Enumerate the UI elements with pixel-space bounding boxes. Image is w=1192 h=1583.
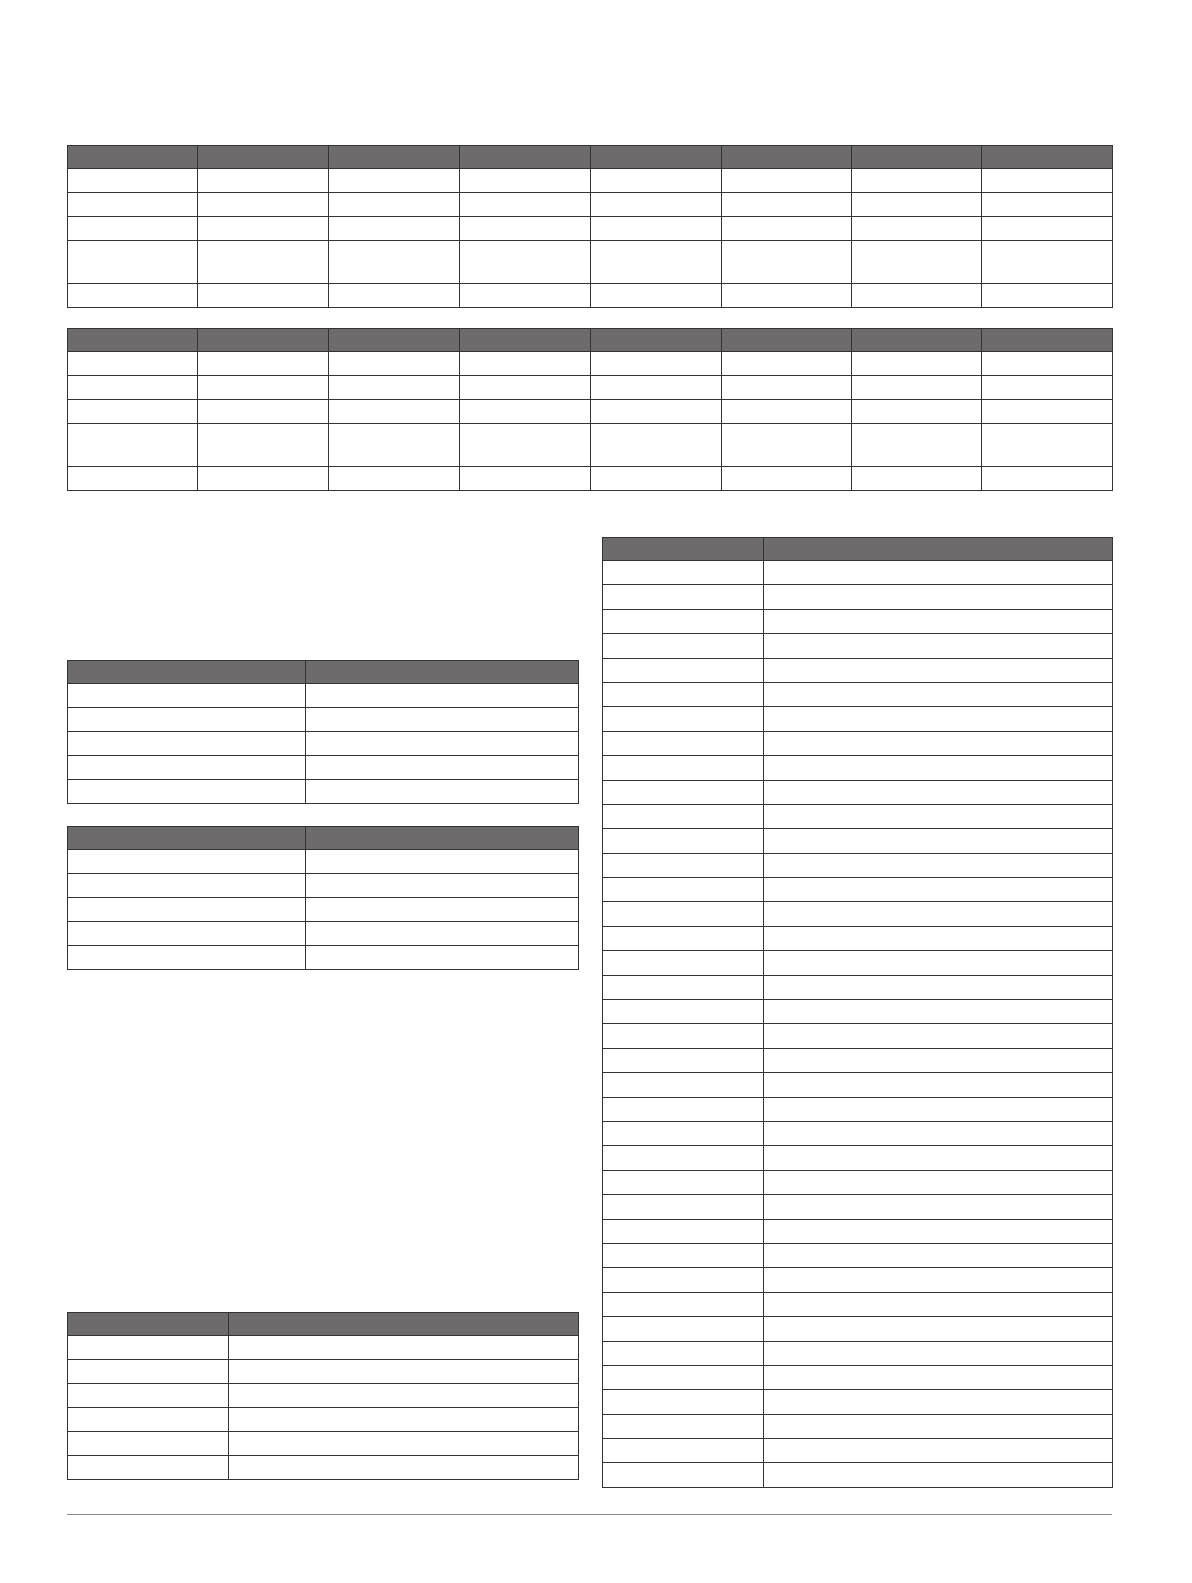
header-cell (852, 146, 982, 169)
table-row (603, 853, 1113, 877)
long-two-column-table (602, 537, 1113, 1488)
table-row (603, 1048, 1113, 1072)
table-row (603, 658, 1113, 682)
table-row (68, 241, 1113, 284)
table-row (603, 829, 1113, 853)
header-cell (68, 661, 306, 684)
table-row (68, 352, 1113, 376)
header-cell (722, 146, 852, 169)
table-row (603, 926, 1113, 950)
table-row (68, 193, 1113, 217)
header-cell (198, 146, 329, 169)
header-cell (591, 329, 722, 352)
table-row (603, 609, 1113, 633)
table-row (68, 424, 1113, 467)
table-row (603, 1146, 1113, 1170)
table-row (68, 1384, 579, 1408)
table-row (68, 400, 1113, 424)
table-row (68, 756, 579, 780)
table-row (68, 376, 1113, 400)
table-row (68, 780, 579, 804)
header-cell (198, 329, 329, 352)
footer-rule (67, 1514, 1112, 1515)
table-row (68, 1408, 579, 1432)
table-header-row (68, 146, 1113, 169)
table-row (603, 1390, 1113, 1414)
table-row (603, 682, 1113, 706)
table-header-row (603, 538, 1113, 561)
header-cell (764, 538, 1113, 561)
table-row (603, 1170, 1113, 1194)
header-cell (603, 538, 764, 561)
table-row (603, 1219, 1113, 1243)
table-row (68, 732, 579, 756)
table-row (603, 1292, 1113, 1316)
table-row (603, 1195, 1113, 1219)
table-row (68, 1336, 579, 1360)
table-row (603, 1414, 1113, 1438)
two-column-table-3 (67, 1312, 579, 1480)
header-cell (982, 146, 1113, 169)
table-row (603, 634, 1113, 658)
table-row (603, 902, 1113, 926)
header-cell (982, 329, 1113, 352)
table-row (603, 1121, 1113, 1145)
header-cell (591, 146, 722, 169)
header-cell (229, 1313, 579, 1336)
header-cell (329, 329, 460, 352)
header-cell (68, 827, 306, 850)
table-row (603, 1243, 1113, 1267)
table-row (603, 878, 1113, 902)
table-row (603, 1317, 1113, 1341)
table-row (603, 585, 1113, 609)
header-cell (852, 329, 982, 352)
table-row (603, 1097, 1113, 1121)
table-header-row (68, 329, 1113, 352)
table-row (603, 756, 1113, 780)
table-row (603, 951, 1113, 975)
table-row (603, 975, 1113, 999)
header-cell (306, 827, 579, 850)
header-cell (460, 329, 591, 352)
table-row (603, 1000, 1113, 1024)
table-header-row (68, 661, 579, 684)
table-row (603, 1463, 1113, 1487)
table-header-row (68, 827, 579, 850)
spec-table-2 (67, 328, 1113, 491)
table-row (68, 217, 1113, 241)
spec-table-1 (67, 145, 1113, 308)
table-row (603, 804, 1113, 828)
table-row (603, 707, 1113, 731)
table-row (603, 780, 1113, 804)
table-row (68, 1456, 579, 1480)
table-row (68, 284, 1113, 308)
two-column-table-1 (67, 660, 579, 804)
header-cell (68, 1313, 229, 1336)
table-header-row (68, 1313, 579, 1336)
table-row (68, 898, 579, 922)
two-column-table-2 (67, 826, 579, 970)
header-cell (460, 146, 591, 169)
table-row (68, 850, 579, 874)
table-row (603, 1341, 1113, 1365)
table-row (68, 922, 579, 946)
table-row (603, 1073, 1113, 1097)
table-row (68, 1432, 579, 1456)
header-cell (68, 146, 198, 169)
header-cell (722, 329, 852, 352)
table-row (68, 946, 579, 970)
table-row (603, 731, 1113, 755)
table-row (603, 561, 1113, 585)
table-row (68, 874, 579, 898)
table-row (68, 467, 1113, 491)
table-row (603, 1268, 1113, 1292)
table-row (68, 684, 579, 708)
header-cell (306, 661, 579, 684)
table-row (68, 1360, 579, 1384)
header-cell (329, 146, 460, 169)
table-row (68, 169, 1113, 193)
table-row (603, 1024, 1113, 1048)
table-row (603, 1439, 1113, 1463)
table-row (68, 708, 579, 732)
header-cell (68, 329, 198, 352)
table-row (603, 1365, 1113, 1389)
